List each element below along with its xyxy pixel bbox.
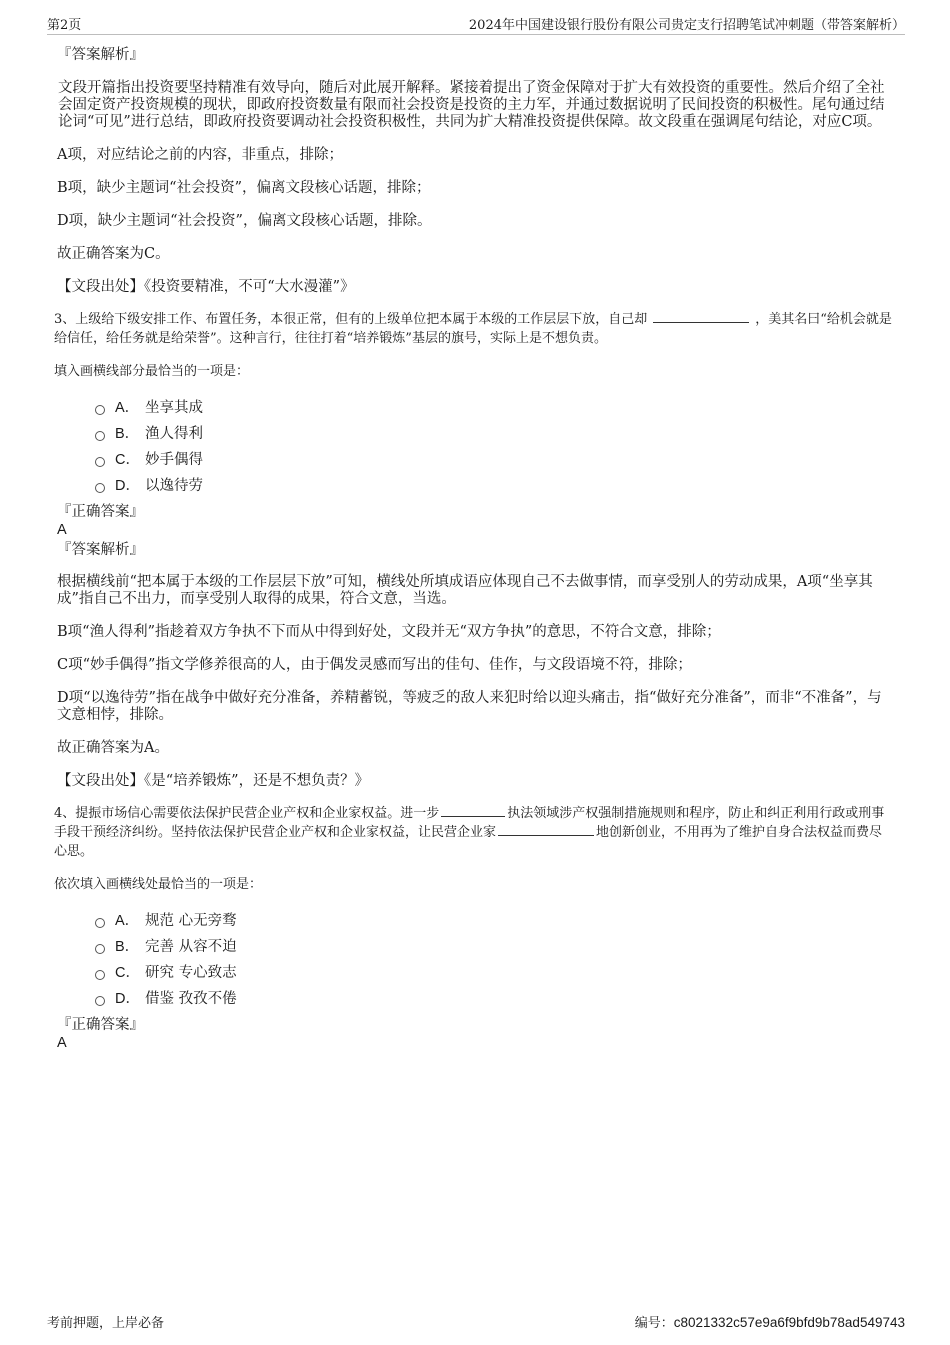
q2-analysis: 文段开篇指出投资要坚持精准有效导向，随后对此展开解释。紧接着提出了资金保障对于扩大有效投资的重要性。然后介绍了全社会固定资产投资规模的现状，即政府投资数量有限而社会投资是投资的主力军，并通过数据说明了民间投资的积极性。尾句通过结论词“可见”进行总结，即政府投资要调动社会投资积极性，共同为扩大精准投资提供保障。故文段重在强调尾句结论，对应C项。 — [58, 80, 885, 130]
q3-stem-part2: ，美其名曰“给机会就是给信任，给任务就是给荣誉”。这种言行，往往打着“培养锻炼”基层的旗号，实际上是不想负责。 — [54, 312, 892, 346]
q2-option-a-note: A项，对应结论之前的内容，非重点，排除； — [57, 147, 343, 163]
radio-icon[interactable] — [95, 918, 105, 928]
q4-option-b[interactable] — [95, 934, 892, 960]
q4-answer-label: 『正确答案』 — [57, 1017, 144, 1033]
option-text: 以逸待劳 — [145, 478, 203, 494]
q4-blank-1 — [441, 804, 505, 817]
option-text: 规范 心无旁骛 — [145, 913, 237, 929]
q3-answer-label: 『正确答案』 — [57, 504, 144, 520]
option-letter: C． — [115, 452, 140, 468]
q4-blank-2 — [498, 823, 594, 836]
q3-source: 【文段出处】《是“培养锻炼”，还是不想负责？》 — [57, 773, 370, 789]
option-text: 借鉴 孜孜不倦 — [145, 991, 237, 1007]
radio-icon[interactable] — [95, 405, 105, 415]
radio-icon[interactable] — [95, 970, 105, 980]
q3-option-b[interactable] — [95, 421, 892, 447]
option-letter: B． — [115, 939, 140, 955]
q3-analysis: 根据横线前“把本属于本级的工作层层下放”可知，横线处所填成语应体现自己不去做事情，而享受别人的劳动成果，A项“坐享其成”指自己不出力，而享受别人取得的成果，符合文意，当选。 — [57, 574, 873, 607]
page-header — [47, 14, 905, 35]
q3-option-d[interactable] — [95, 473, 892, 499]
option-letter: B． — [115, 426, 140, 442]
q4-option-c[interactable] — [95, 960, 892, 986]
q4-options — [95, 908, 892, 1012]
q2-conclusion: 故正确答案为C。 — [57, 246, 170, 262]
q2-option-d-note: D项，缺少主题词“社会投资”，偏离文段核心话题，排除。 — [57, 213, 432, 229]
document-id-label: 编号： — [634, 1316, 674, 1331]
document-id — [635, 1312, 905, 1331]
q4-stem-part3: 地创新创业，不用再为了维护自身合法权益而费尽心思。 — [54, 825, 883, 859]
q2-analysis-label: 『答案解析』 — [57, 47, 144, 63]
document-title: 2024年中国建设银行股份有限公司贵定支行招聘笔试冲刺题（带答案解析） — [468, 18, 905, 33]
footer-slogan: 考前押题，上岸必备 — [47, 1316, 165, 1331]
q2-source: 【文段出处】《投资要精准，不可“大水漫灌”》 — [57, 279, 355, 295]
page-content — [54, 46, 892, 1052]
q4-stem — [54, 804, 892, 861]
option-letter: A． — [115, 913, 140, 929]
option-text: 妙手偶得 — [145, 452, 203, 468]
q3-conclusion: 故正确答案为A。 — [57, 740, 169, 756]
option-text: 渔人得利 — [145, 426, 203, 442]
radio-icon[interactable] — [95, 944, 105, 954]
q2-option-b-note: B项，缺少主题词“社会投资”，偏离文段核心话题，排除； — [57, 180, 431, 196]
option-letter: D． — [115, 478, 140, 494]
q4-stem-part2: 执法领域涉产权强制措施规则和程序，防止和纠正利用行政或刑事手段干预经济纠纷。坚持依法保护民营企业产权和企业家权益，让民营企业家 — [54, 806, 885, 840]
q4-option-a[interactable] — [95, 908, 892, 934]
q4-prompt: 依次填入画横线处最恰当的一项是： — [54, 877, 263, 892]
q3-option-c-note: C项“妙手偶得”指文学修养很高的人，由于偶发灵感而写出的佳句、佳作，与文段语境不符，排除； — [57, 657, 692, 673]
option-letter: C． — [115, 965, 140, 981]
radio-icon[interactable] — [95, 431, 105, 441]
radio-icon[interactable] — [95, 457, 105, 467]
q3-blank — [653, 310, 749, 323]
q3-stem-part1: 3、上级给下级安排工作、布置任务，本很正常，但有的上级单位把本属于本级的工作层层下放，自己却 — [54, 312, 648, 327]
q3-option-d-note: D项“以逸待劳”指在战争中做好充分准备，养精蓄锐，等疲乏的敌人来犯时给以迎头痛击，指“做好充分准备”，而非“不准备”，与文意相悖，排除。 — [57, 690, 882, 723]
q3-options — [95, 395, 892, 499]
option-text: 完善 从容不迫 — [145, 939, 237, 955]
option-letter: D． — [115, 991, 140, 1007]
q4-option-d[interactable] — [95, 986, 892, 1012]
q4-answer: A — [57, 1035, 67, 1051]
q3-option-a[interactable] — [95, 395, 892, 421]
option-letter: A． — [115, 400, 140, 416]
q3-analysis-label: 『答案解析』 — [57, 542, 144, 558]
document-id-code: c8021332c57e9a6f9bfd9b78ad549743 — [673, 1315, 905, 1330]
radio-icon[interactable] — [95, 996, 105, 1006]
q3-option-b-note: B项“渔人得利”指趁着双方争执不下而从中得到好处，文段并无“双方争执”的意思，不符合文意，排除； — [57, 624, 721, 640]
option-text: 坐享其成 — [145, 400, 203, 416]
page-number: 第2页 — [47, 18, 82, 33]
q4-stem-part1: 4、提振市场信心需要依法保护民营企业产权和企业家权益。进一步 — [54, 806, 440, 821]
q3-prompt: 填入画横线部分最恰当的一项是： — [54, 364, 250, 379]
option-text: 研究 专心致志 — [145, 965, 237, 981]
q3-answer: A — [57, 522, 67, 538]
radio-icon[interactable] — [95, 483, 105, 493]
q3-stem — [54, 310, 892, 348]
q3-option-c[interactable] — [95, 447, 892, 473]
